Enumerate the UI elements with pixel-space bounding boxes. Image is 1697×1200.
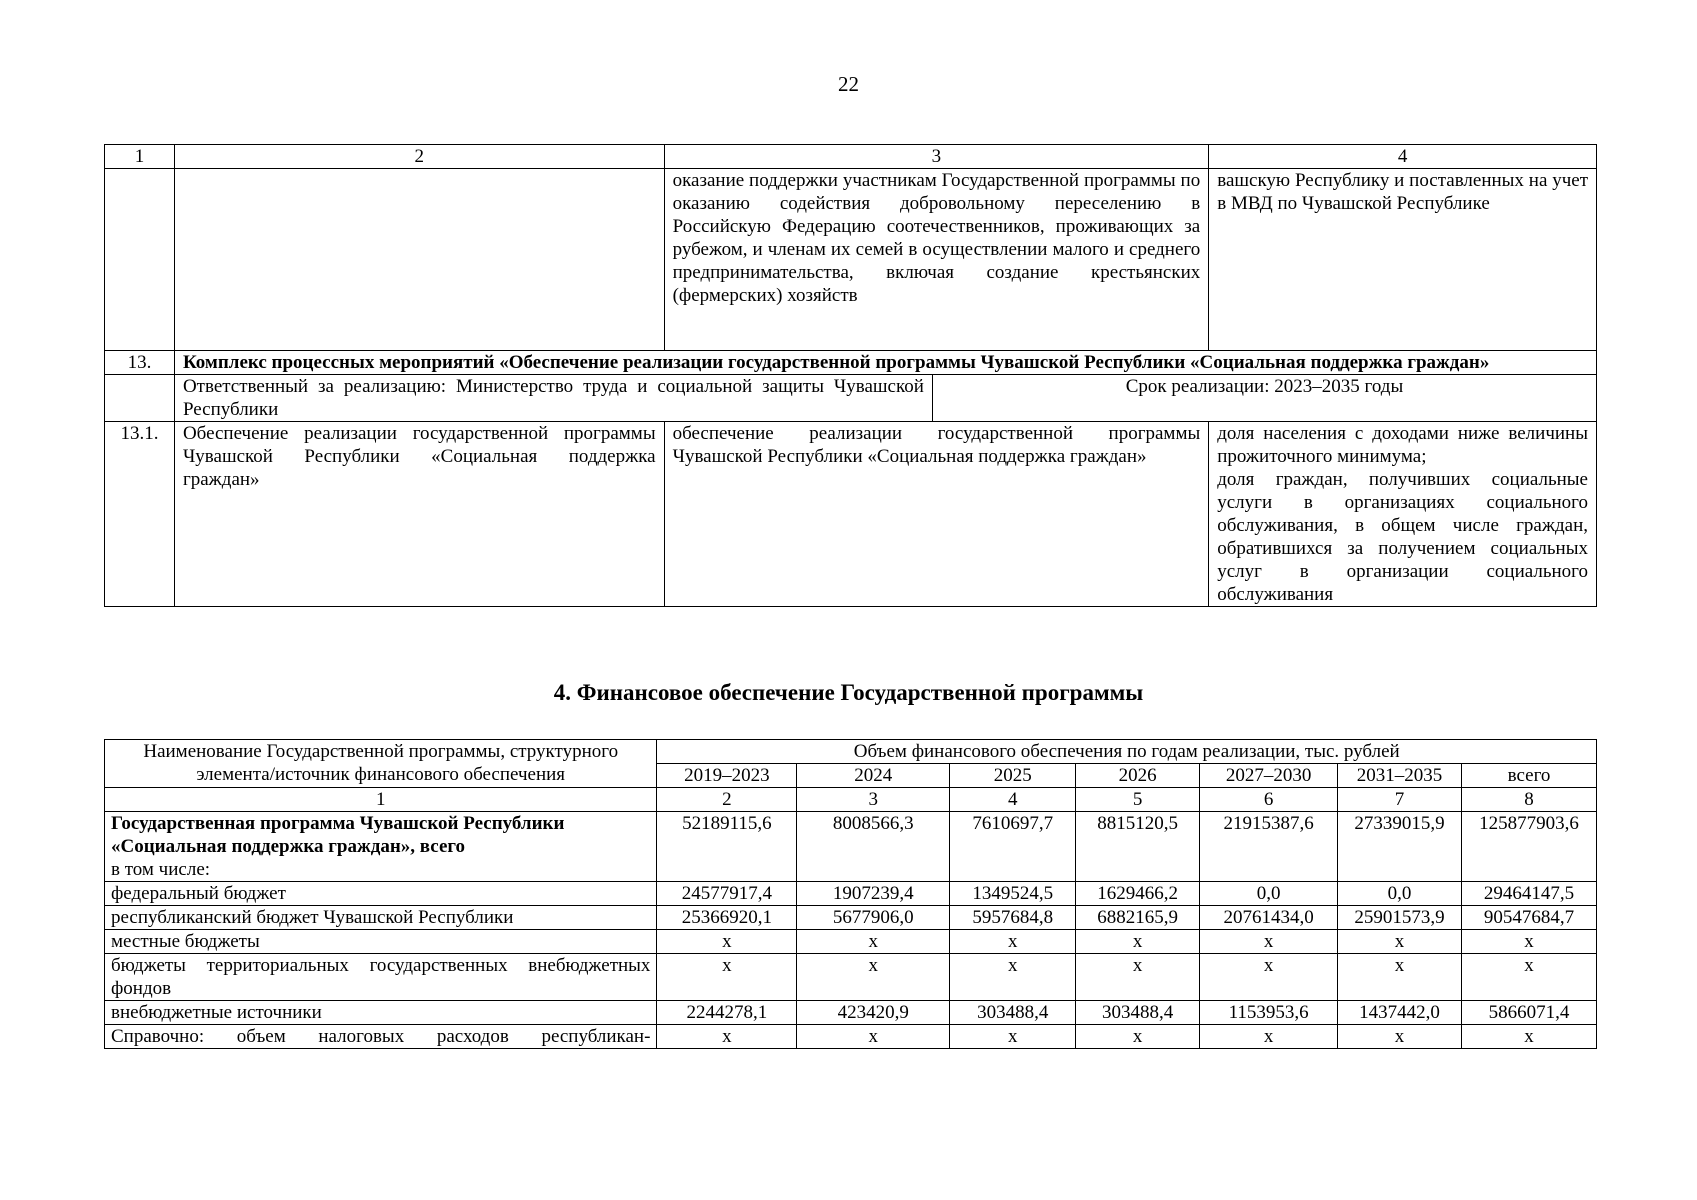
indicator-text: доля граждан, получивших социальные услуги в организациях социального обслуживания, в общем числе граждан, обратившихся за получением социальных услуг в организации социального обслуживания	[1217, 469, 1588, 605]
header-name: Наименование Государственной программы, структурного элемента/источник финансового обеспечения	[105, 740, 657, 788]
table-row	[105, 882, 1597, 906]
column-number: 5	[1076, 788, 1200, 812]
value-cell: x	[797, 930, 950, 954]
column-number-row	[105, 145, 1597, 169]
section-title: 4. Финансовое обеспечение Государственной программы	[553, 680, 1144, 705]
year-header: 2026	[1076, 764, 1200, 788]
value-cell: x	[1200, 930, 1338, 954]
value-cell: 25366920,1	[657, 906, 797, 930]
value-cell: x	[797, 1025, 950, 1049]
column-number-row	[105, 788, 1597, 812]
empty-cell	[174, 169, 664, 351]
value-cell: 1153953,6	[1200, 1001, 1338, 1025]
value-cell: 125877903,6	[1462, 812, 1597, 882]
indicator-cell	[1209, 422, 1597, 607]
value-cell: 5957684,8	[950, 906, 1076, 930]
row-number: 13.1.	[105, 422, 175, 607]
value-cell: x	[1338, 1025, 1462, 1049]
page-number: 22	[838, 72, 859, 96]
value-cell: x	[1462, 930, 1597, 954]
table-row	[105, 351, 1597, 375]
value-cell: x	[1462, 1025, 1597, 1049]
value-cell: 5677906,0	[797, 906, 950, 930]
value-cell: 6882165,9	[1076, 906, 1200, 930]
table-row	[105, 1001, 1597, 1025]
column-number: 7	[1338, 788, 1462, 812]
table-row	[105, 906, 1597, 930]
column-number: 2	[174, 145, 664, 169]
task-cell: обеспечение реализации государственной программы Чувашской Республики «Социальная поддержка граждан»	[664, 422, 1209, 607]
value-cell: 1907239,4	[797, 882, 950, 906]
program-total-note: в том числе:	[111, 859, 211, 880]
empty-cell	[105, 375, 175, 422]
value-cell: 21915387,6	[1200, 812, 1338, 882]
value-cell: x	[950, 1025, 1076, 1049]
column-number: 8	[1462, 788, 1597, 812]
value-cell: x	[797, 954, 950, 1001]
year-header: 2024	[797, 764, 950, 788]
value-cell: 1349524,5	[950, 882, 1076, 906]
value-cell: 7610697,7	[950, 812, 1076, 882]
source-name: Справочно: объем налоговых расходов республикан-	[105, 1025, 657, 1049]
measures-table	[104, 144, 1597, 607]
value-cell: 52189115,6	[657, 812, 797, 882]
measure-name: Обеспечение реализации государственной программы Чувашской Республики «Социальная поддержка граждан»	[174, 422, 664, 607]
value-cell: x	[1076, 954, 1200, 1001]
value-cell: x	[1076, 930, 1200, 954]
value-cell: x	[1462, 954, 1597, 1001]
row-number: 13.	[105, 351, 175, 375]
source-name: бюджеты территориальных государственных внебюджетных фондов	[105, 954, 657, 1001]
column-number: 1	[105, 788, 657, 812]
value-cell: 1629466,2	[1076, 882, 1200, 906]
value-cell: x	[1200, 954, 1338, 1001]
task-cell: оказание поддержки участникам Государственной программы по оказанию содействия добровольному переселению в Российскую Федерацию соотечественников, проживающих за рубежом, и членам их семей в осуществлении малого и среднего предпринимательства, включая создание крестьянских (фермерских) хозяйств	[664, 169, 1209, 351]
source-name: местные бюджеты	[105, 930, 657, 954]
term-text: Срок реализации: 2023–2035 годы	[1125, 376, 1404, 397]
value-cell: x	[657, 930, 797, 954]
year-header: 2019–2023	[657, 764, 797, 788]
value-cell: 8008566,3	[797, 812, 950, 882]
value-cell: 90547684,7	[1462, 906, 1597, 930]
value-cell: x	[950, 930, 1076, 954]
value-cell: 0,0	[1338, 882, 1462, 906]
column-number: 3	[664, 145, 1209, 169]
value-cell: x	[950, 954, 1076, 1001]
indicator-cell: вашскую Республику и поставленных на учет в МВД по Чувашской Республике	[1209, 169, 1597, 351]
year-header: 2031–2035	[1338, 764, 1462, 788]
value-cell: x	[657, 954, 797, 1001]
column-number: 2	[657, 788, 797, 812]
value-cell: 29464147,5	[1462, 882, 1597, 906]
value-cell: 2244278,1	[657, 1001, 797, 1025]
column-number: 1	[105, 145, 175, 169]
value-cell: 27339015,9	[1338, 812, 1462, 882]
value-cell: x	[657, 1025, 797, 1049]
finance-table	[104, 739, 1597, 1049]
value-cell: 24577917,4	[657, 882, 797, 906]
value-cell: x	[1338, 930, 1462, 954]
table-row	[105, 422, 1597, 607]
program-total-label: Государственная программа Чувашской Республики «Социальная поддержка граждан», всего	[111, 813, 565, 857]
year-header: всего	[1462, 764, 1597, 788]
indicator-text: доля населения с доходами ниже величины прожиточного минимума;	[1217, 423, 1588, 467]
table-row	[105, 169, 1597, 351]
source-name	[105, 812, 657, 882]
source-name: внебюджетные источники	[105, 1001, 657, 1025]
table-row	[105, 375, 1597, 422]
table-row	[105, 812, 1597, 882]
value-cell: 303488,4	[1076, 1001, 1200, 1025]
table-row	[105, 930, 1597, 954]
column-number: 4	[950, 788, 1076, 812]
column-number: 6	[1200, 788, 1338, 812]
source-name: республиканский бюджет Чувашской Республики	[105, 906, 657, 930]
value-cell: 8815120,5	[1076, 812, 1200, 882]
complex-title: Комплекс процессных мероприятий «Обеспечение реализации государственной программы Чувашской Республики «Социальная поддержка граждан»	[174, 351, 1596, 375]
year-header: 2027–2030	[1200, 764, 1338, 788]
header-volume: Объем финансового обеспечения по годам реализации, тыс. рублей	[657, 740, 1597, 764]
table-row	[105, 954, 1597, 1001]
value-cell: 25901573,9	[1338, 906, 1462, 930]
value-cell: x	[1200, 1025, 1338, 1049]
value-cell: 303488,4	[950, 1001, 1076, 1025]
value-cell: x	[1076, 1025, 1200, 1049]
value-cell: 5866071,4	[1462, 1001, 1597, 1025]
value-cell: x	[1338, 954, 1462, 1001]
value-cell: 20761434,0	[1200, 906, 1338, 930]
value-cell: 1437442,0	[1338, 1001, 1462, 1025]
column-number: 3	[797, 788, 950, 812]
responsible-text: Ответственный за реализацию: Министерство труда и социальной защиты Чувашской Республики	[175, 375, 933, 421]
empty-cell	[105, 169, 175, 351]
value-cell: 423420,9	[797, 1001, 950, 1025]
value-cell: 0,0	[1200, 882, 1338, 906]
column-number: 4	[1209, 145, 1597, 169]
year-header: 2025	[950, 764, 1076, 788]
header-row	[105, 740, 1597, 764]
table-row	[105, 1025, 1597, 1049]
source-name: федеральный бюджет	[105, 882, 657, 906]
